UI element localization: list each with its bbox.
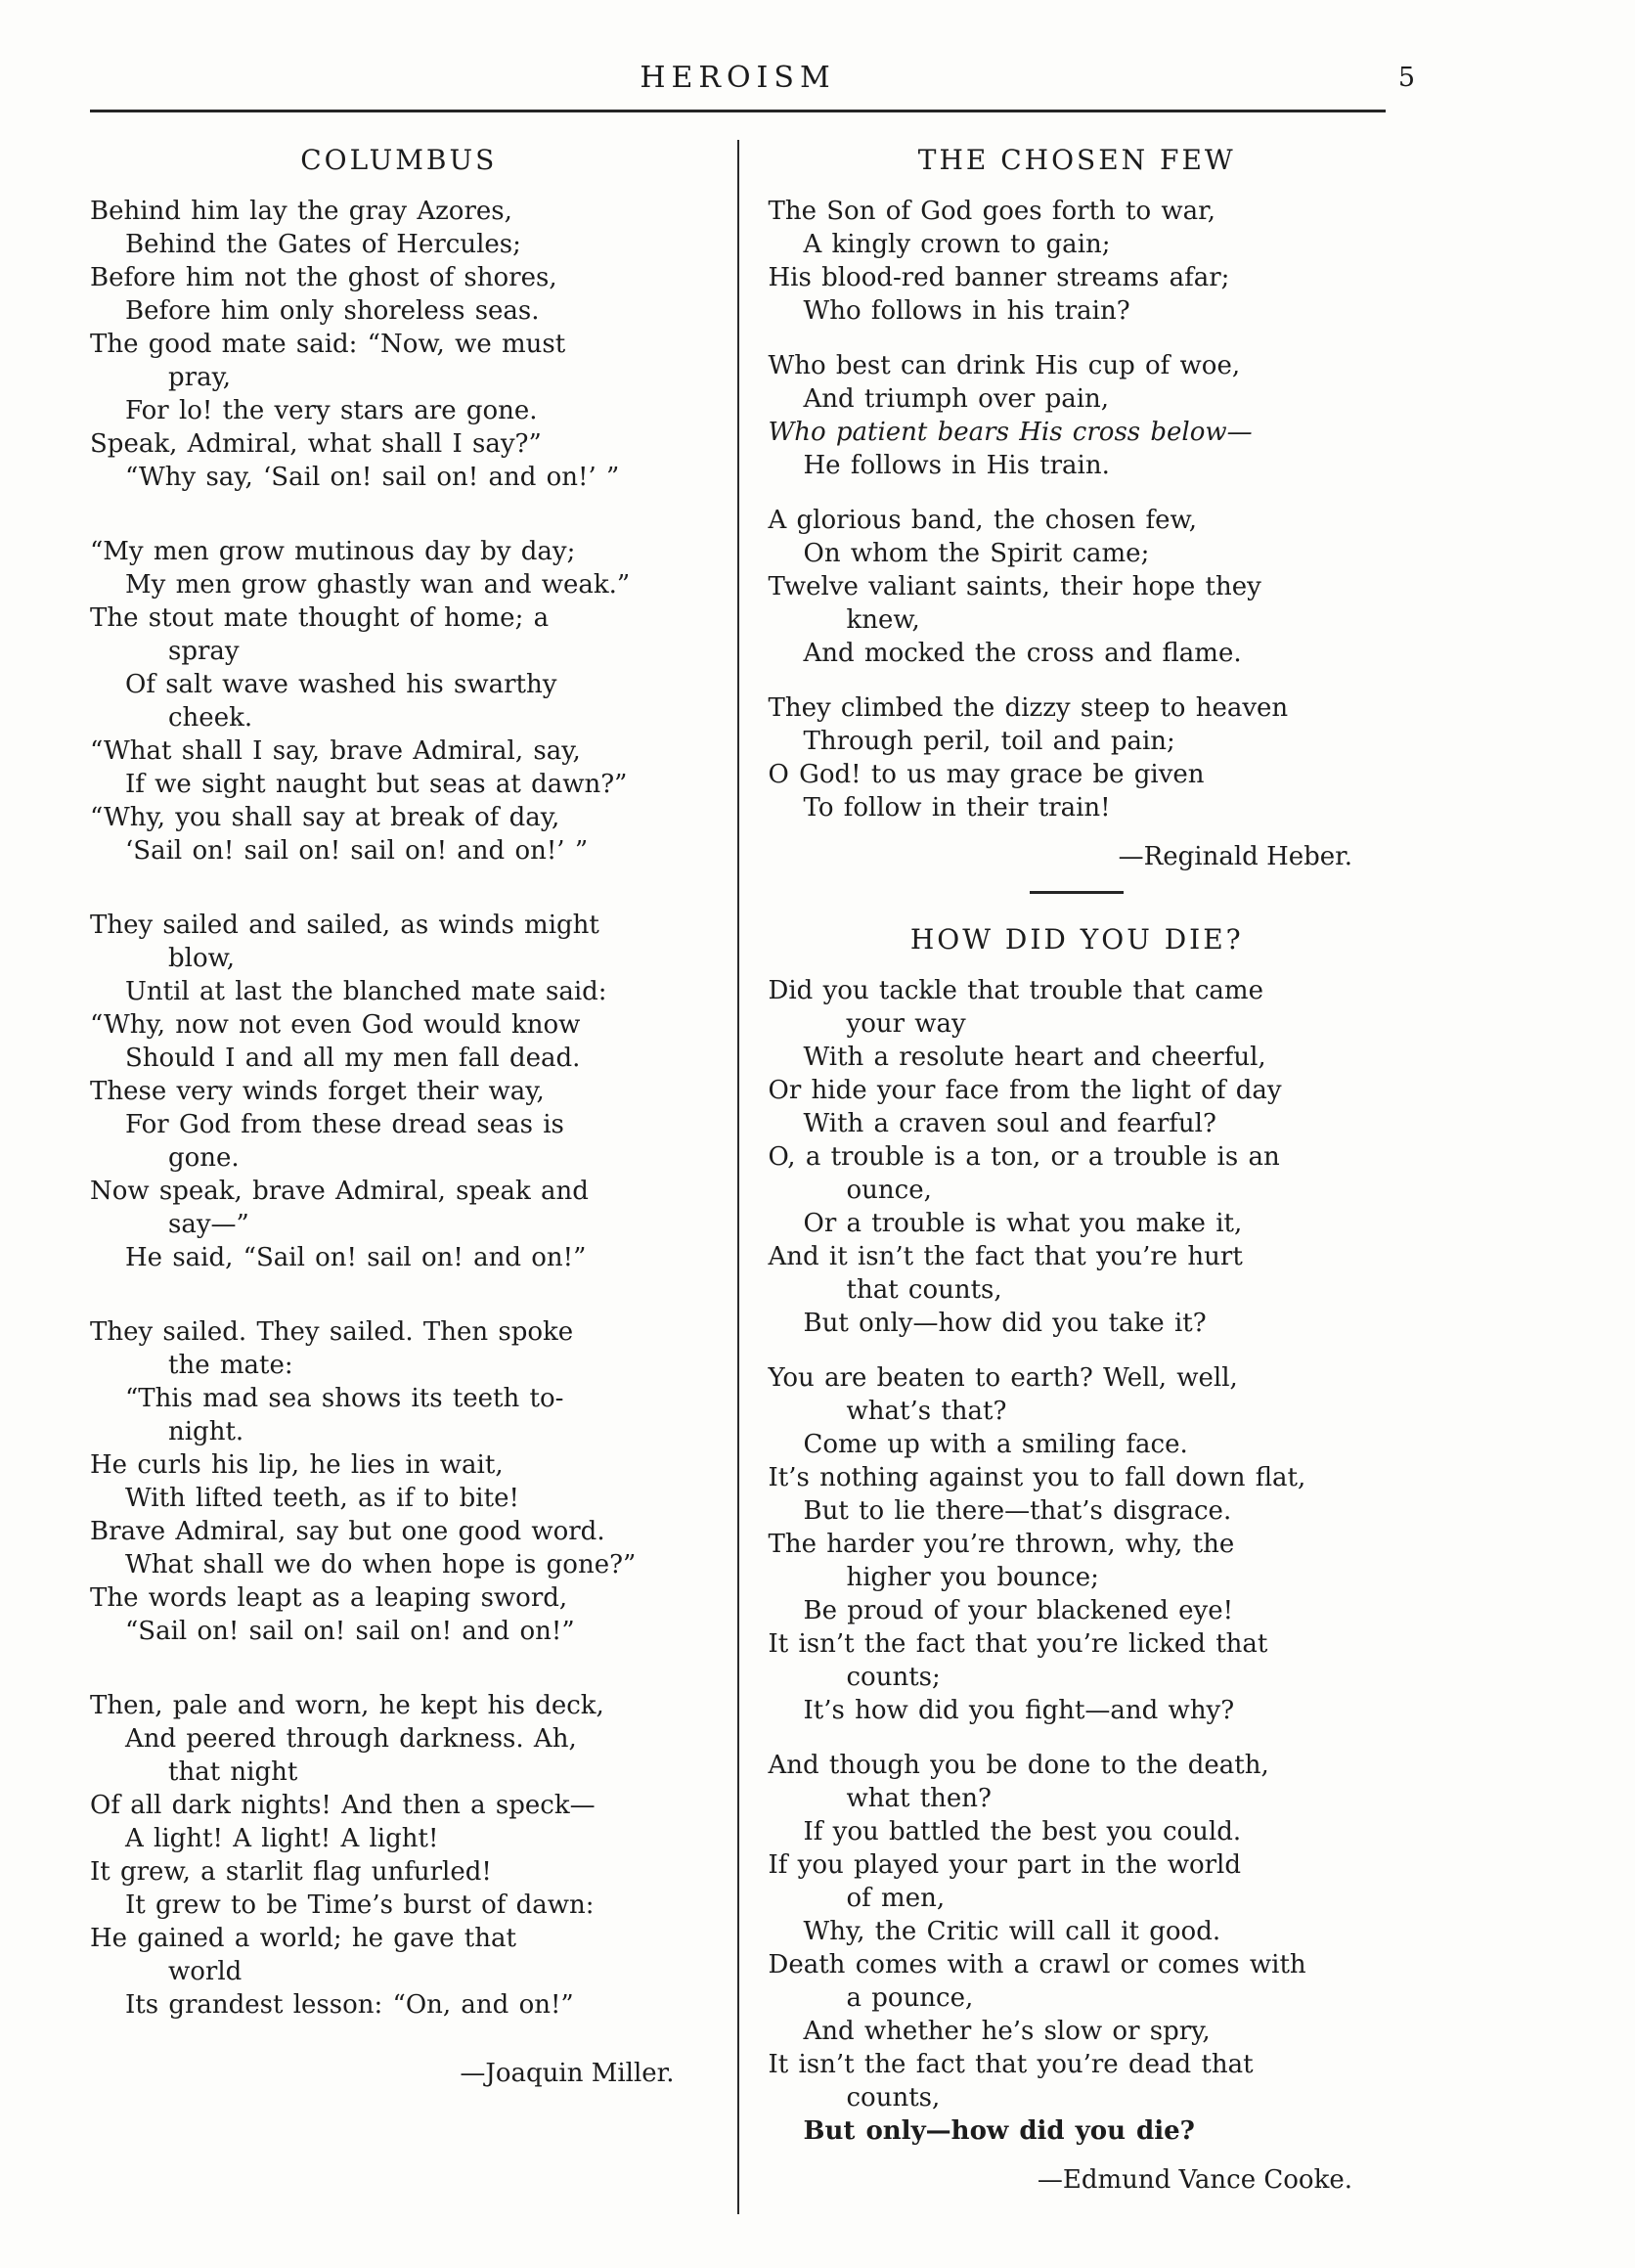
stanza xyxy=(769,1361,1387,1727)
poem-attribution: —Reginald Heber. xyxy=(1118,842,1352,871)
poem-line: Speak, Admiral, what shall I say?” xyxy=(90,429,542,459)
poem-attribution: —Edmund Vance Cooke. xyxy=(1037,2165,1352,2195)
poem-line: The Son of God goes forth to war, xyxy=(768,197,1215,226)
poem-line: With a craven soul and fearful? xyxy=(803,1109,1216,1138)
poem-line: what’s that? xyxy=(846,1397,1007,1426)
poem-title: HOW DID YOU DIE? xyxy=(909,923,1244,956)
poem-line: To follow in their train! xyxy=(803,793,1111,823)
stanza xyxy=(769,195,1387,328)
poem-line: And triumph over pain, xyxy=(803,384,1110,414)
section-divider-rule xyxy=(1030,891,1124,894)
poem-line: Of all dark nights! And then a speck— xyxy=(90,1791,596,1820)
poem-line: Then, pale and worn, he kept his deck, xyxy=(90,1691,604,1720)
poem-line: Who patient bears His cross below— xyxy=(768,418,1253,447)
poem-line: Before him only shoreless seas. xyxy=(125,296,540,326)
poem-line: It isn’t the fact that you’re dead that xyxy=(768,2050,1254,2079)
stanza xyxy=(769,974,1387,1340)
poem-line: that counts, xyxy=(846,1275,1002,1305)
poem-line: counts; xyxy=(846,1663,941,1692)
poem-line: Twelve valiant saints, their hope they xyxy=(768,572,1261,601)
poem-line: Or a trouble is what you make it, xyxy=(803,1209,1243,1238)
poem-line: But only—how did you die? xyxy=(803,2116,1195,2146)
poem xyxy=(769,144,1387,873)
poem-line: It’s nothing against you to fall down flat, xyxy=(768,1463,1306,1492)
poem-line: They sailed and sailed, as winds might xyxy=(90,911,599,940)
poem xyxy=(90,144,708,2090)
poem-line: My men grow ghastly wan and weak.” xyxy=(125,570,631,600)
poem-line: knew, xyxy=(846,605,920,635)
poem-line: With lifted teeth, as if to bite! xyxy=(125,1484,519,1513)
stanza xyxy=(90,535,708,867)
poem-line: They climbed the dizzy steep to heaven xyxy=(768,693,1289,723)
poem-line: He gained a world; he gave that xyxy=(90,1924,516,1953)
poem-line: Now speak, brave Admiral, speak and xyxy=(90,1177,589,1206)
text-columns xyxy=(90,140,1386,2214)
stanza xyxy=(769,349,1387,482)
poem-line: blow, xyxy=(168,944,236,973)
poem-line: It’s how did you fight—and why? xyxy=(803,1696,1235,1725)
poem-line: A light! A light! A light! xyxy=(125,1824,439,1853)
poem-attribution: —Joaquin Miller. xyxy=(460,2059,675,2088)
poem-line: If you played your part in the world xyxy=(768,1850,1241,1880)
poem-line: Until at last the blanched mate said: xyxy=(125,977,607,1006)
poem-line: They sailed. They sailed. Then spoke xyxy=(90,1317,574,1347)
poem-line: And though you be done to the death, xyxy=(768,1751,1269,1780)
stanza xyxy=(769,504,1387,670)
poem-line: But to lie there—that’s disgrace. xyxy=(803,1496,1232,1526)
poem-line: Why, the Critic will call it good. xyxy=(803,1917,1221,1946)
stanza xyxy=(769,1749,1387,2148)
poem-title: COLUMBUS xyxy=(300,144,498,176)
poem-line: And it isn’t the fact that you’re hurt xyxy=(768,1242,1243,1271)
poem-line: Of salt wave washed his swarthy xyxy=(125,670,557,699)
page-number: 5 xyxy=(1397,63,1415,93)
poem-line: Behind him lay the gray Azores, xyxy=(90,197,512,226)
poem-line: of men, xyxy=(846,1884,946,1913)
poem-line: higher you bounce; xyxy=(846,1563,1099,1592)
poem-line: Be proud of your blackened eye! xyxy=(803,1596,1234,1625)
poem-line: It grew to be Time’s burst of dawn: xyxy=(125,1890,595,1920)
poem-line: O, a trouble is a ton, or a trouble is an xyxy=(768,1142,1280,1172)
poem-line: night. xyxy=(168,1417,244,1446)
stanza xyxy=(90,1315,708,1648)
poem-line: a pounce, xyxy=(846,1983,974,2013)
poem-line: If you battled the best you could. xyxy=(803,1817,1242,1846)
right-column xyxy=(739,140,1387,2214)
poem-line: what then? xyxy=(846,1784,992,1813)
poem-line: Who follows in his train? xyxy=(803,296,1130,326)
poem-line: ounce, xyxy=(846,1176,932,1205)
poem-line: “This mad sea shows its teeth to- xyxy=(125,1384,564,1413)
poem-line: the mate: xyxy=(168,1351,293,1380)
poem-line: Before him not the ghost of shores, xyxy=(90,263,557,292)
poem-line: cheek. xyxy=(168,703,253,733)
poem-line: Brave Admiral, say but one good word. xyxy=(90,1517,605,1546)
poem-line: Its grandest lesson: “On, and on!” xyxy=(125,1990,574,2020)
poem-line: It grew, a starlit flag unfurled! xyxy=(90,1857,492,1887)
page-header xyxy=(90,57,1415,100)
poem-line: A kingly crown to gain; xyxy=(803,230,1111,259)
poem-line: pray, xyxy=(168,363,232,392)
poem-title: THE CHOSEN FEW xyxy=(917,144,1236,176)
poem-line: Come up with a smiling face. xyxy=(803,1430,1188,1459)
poem-line: And mocked the cross and flame. xyxy=(803,639,1242,668)
poem-line: that night xyxy=(168,1757,298,1787)
stanza xyxy=(90,909,708,1274)
poem-line: gone. xyxy=(168,1143,240,1173)
poem-line: What shall we do when hope is gone?” xyxy=(125,1550,637,1579)
poem-line: Did you tackle that trouble that came xyxy=(768,976,1263,1005)
poem-line: And peered through darkness. Ah, xyxy=(125,1724,577,1754)
poem-line: With a resolute heart and cheerful, xyxy=(803,1043,1266,1072)
stanza xyxy=(90,195,708,494)
poem-line: The harder you’re thrown, why, the xyxy=(768,1530,1235,1559)
poem-line: Behind the Gates of Hercules; xyxy=(125,230,521,259)
poem-line: The good mate said: “Now, we must xyxy=(90,330,566,359)
poem-line: He curls his lip, he lies in wait, xyxy=(90,1450,504,1480)
poem-line: But only—how did you take it? xyxy=(803,1309,1207,1338)
poem-line: You are beaten to earth? Well, well, xyxy=(768,1363,1238,1393)
poem-line: O God! to us may grace be given xyxy=(768,760,1205,789)
poem-line: “Why, now not even God would know xyxy=(90,1010,581,1040)
poem-line: The stout mate thought of home; a xyxy=(90,603,550,633)
stanza xyxy=(769,691,1387,824)
poem-line: On whom the Spirit came; xyxy=(803,539,1150,568)
poem-line: “My men grow mutinous day by day; xyxy=(90,537,576,566)
poem-line: “What shall I say, brave Admiral, say, xyxy=(90,736,581,766)
poem-line: “Why say, ‘Sail on! sail on! and on!’ ” xyxy=(125,463,620,492)
poem-line: ‘Sail on! sail on! sail on! and on!’ ” xyxy=(125,836,589,866)
poem-line: If we sight naught but seas at dawn?” xyxy=(125,770,628,799)
poem-line: Death comes with a crawl or comes with xyxy=(768,1950,1306,1979)
stanza xyxy=(90,1689,708,2022)
header-rule xyxy=(90,110,1386,112)
poem-line: Who best can drink His cup of woe, xyxy=(768,351,1241,380)
poem-line: spray xyxy=(168,637,240,666)
poem-line: “Sail on! sail on! sail on! and on!” xyxy=(125,1617,575,1646)
poem-line: your way xyxy=(846,1009,966,1039)
poem-line: For God from these dread seas is xyxy=(125,1110,564,1139)
poem-line: “Why, you shall say at break of day, xyxy=(90,803,560,832)
poem-line: counts, xyxy=(846,2083,941,2112)
poem-line: The words leapt as a leaping sword, xyxy=(90,1583,568,1613)
poem-line: For lo! the very stars are gone. xyxy=(125,396,538,425)
poem-line: Or hide your face from the light of day xyxy=(768,1076,1282,1105)
poem-line: Through peril, toil and pain; xyxy=(803,727,1175,756)
poem-line: world xyxy=(168,1957,243,1986)
running-head: HEROISM xyxy=(640,61,836,95)
poem-line: It isn’t the fact that you’re licked that xyxy=(768,1629,1268,1659)
poem xyxy=(769,923,1387,2197)
poem-line: A glorious band, the chosen few, xyxy=(768,506,1197,535)
poem-line: He follows in His train. xyxy=(803,451,1110,480)
poem-line: And whether he’s slow or spry, xyxy=(803,2017,1211,2046)
left-column xyxy=(90,140,737,2214)
poem-line: say—” xyxy=(168,1210,249,1239)
poem-line: He said, “Sail on! sail on! and on!” xyxy=(125,1243,587,1272)
poem-line: His blood-red banner streams afar; xyxy=(768,263,1230,292)
poem-line: Should I and all my men fall dead. xyxy=(125,1044,581,1073)
poem-line: These very winds forget their way, xyxy=(90,1077,545,1106)
